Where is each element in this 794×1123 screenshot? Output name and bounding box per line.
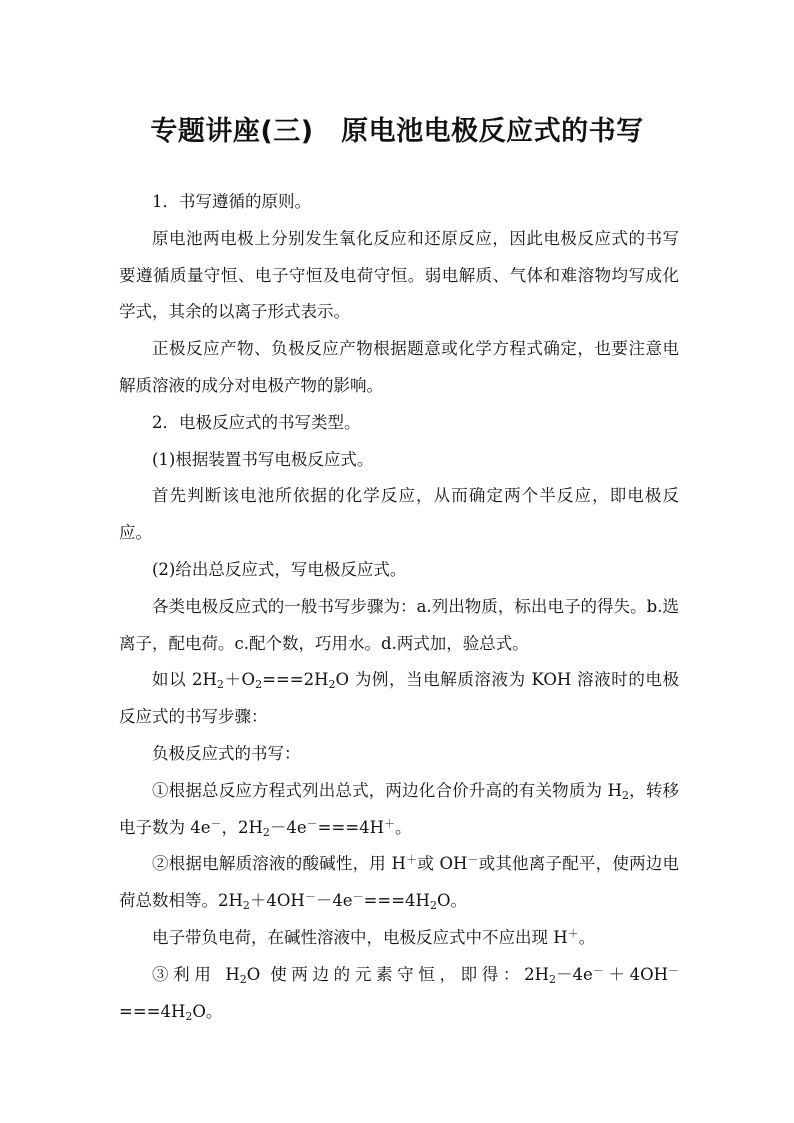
section-heading-2: 2．电极反应式的书写类型。 <box>152 412 361 432</box>
subheading-total-reaction: (2)给出总反应式，写电极反应式。 <box>152 559 407 579</box>
paragraph-example: 如以 $2H_2+O_2===2H_2O$ 为例，当电解质溶液为 KOH 溶液时的电极反应式的书写步骤： <box>119 670 680 727</box>
paragraph-note-h-plus: 电子带负电荷，在碱性溶液中，电极反应式中不应出现 H＋。 <box>152 926 596 947</box>
paragraph-step-2: ②根据电解质溶液的酸碱性，用 H＋或 OH－或其他离子配平，使两边电荷总数相等。$2H_2+4OH^--4e^-===4H_2O$。 <box>119 853 679 913</box>
paragraph-products: 正极反应产物、负极反应产物根据题意或化学方程式确定，也要注意电解质溶液的成分对电极产物的影响。 <box>119 339 679 395</box>
page-title: 专题讲座(三) 原电池电极反应式的书写 <box>150 116 644 147</box>
subheading-device: (1)根据装置书写电极反应式。 <box>152 449 374 469</box>
paragraph-half-reactions: 首先判断该电池所依据的化学反应，从而确定两个半反应，即电极反应。 <box>119 486 679 543</box>
paragraph-step-3: ③利用 $H_2O$ 使两边的元素守恒，即得：$2H_2-4e^-+4OH^-===4H_2O$。 <box>119 963 679 1023</box>
paragraph-step-1: ①根据总反应方程式列出总式，两边化合价升高的有关物质为 $H_2$，转移电子数为 4e－，$2H_2-4e^-===4H^+$。 <box>119 780 680 839</box>
section-heading-1: 1．书写遵循的原则。 <box>152 192 311 211</box>
subheading-negative-electrode: 负极反应式的书写： <box>152 743 301 763</box>
document-body <box>119 184 679 1030</box>
paragraph-steps: 各类电极反应式的一般书写步骤为：a.列出物质，标出电子的得失。b.选离子，配电荷。c.配个数，巧用水。d.两式加，验总式。 <box>119 596 679 653</box>
paragraph-principle: 原电池两电极上分别发生氧化反应和还原反应，因此电极反应式的书写要遵循质量守恒、电子守恒及电荷守恒。弱电解质、气体和难溶物均写成化学式，其余的以离子形式表示。 <box>119 228 679 322</box>
